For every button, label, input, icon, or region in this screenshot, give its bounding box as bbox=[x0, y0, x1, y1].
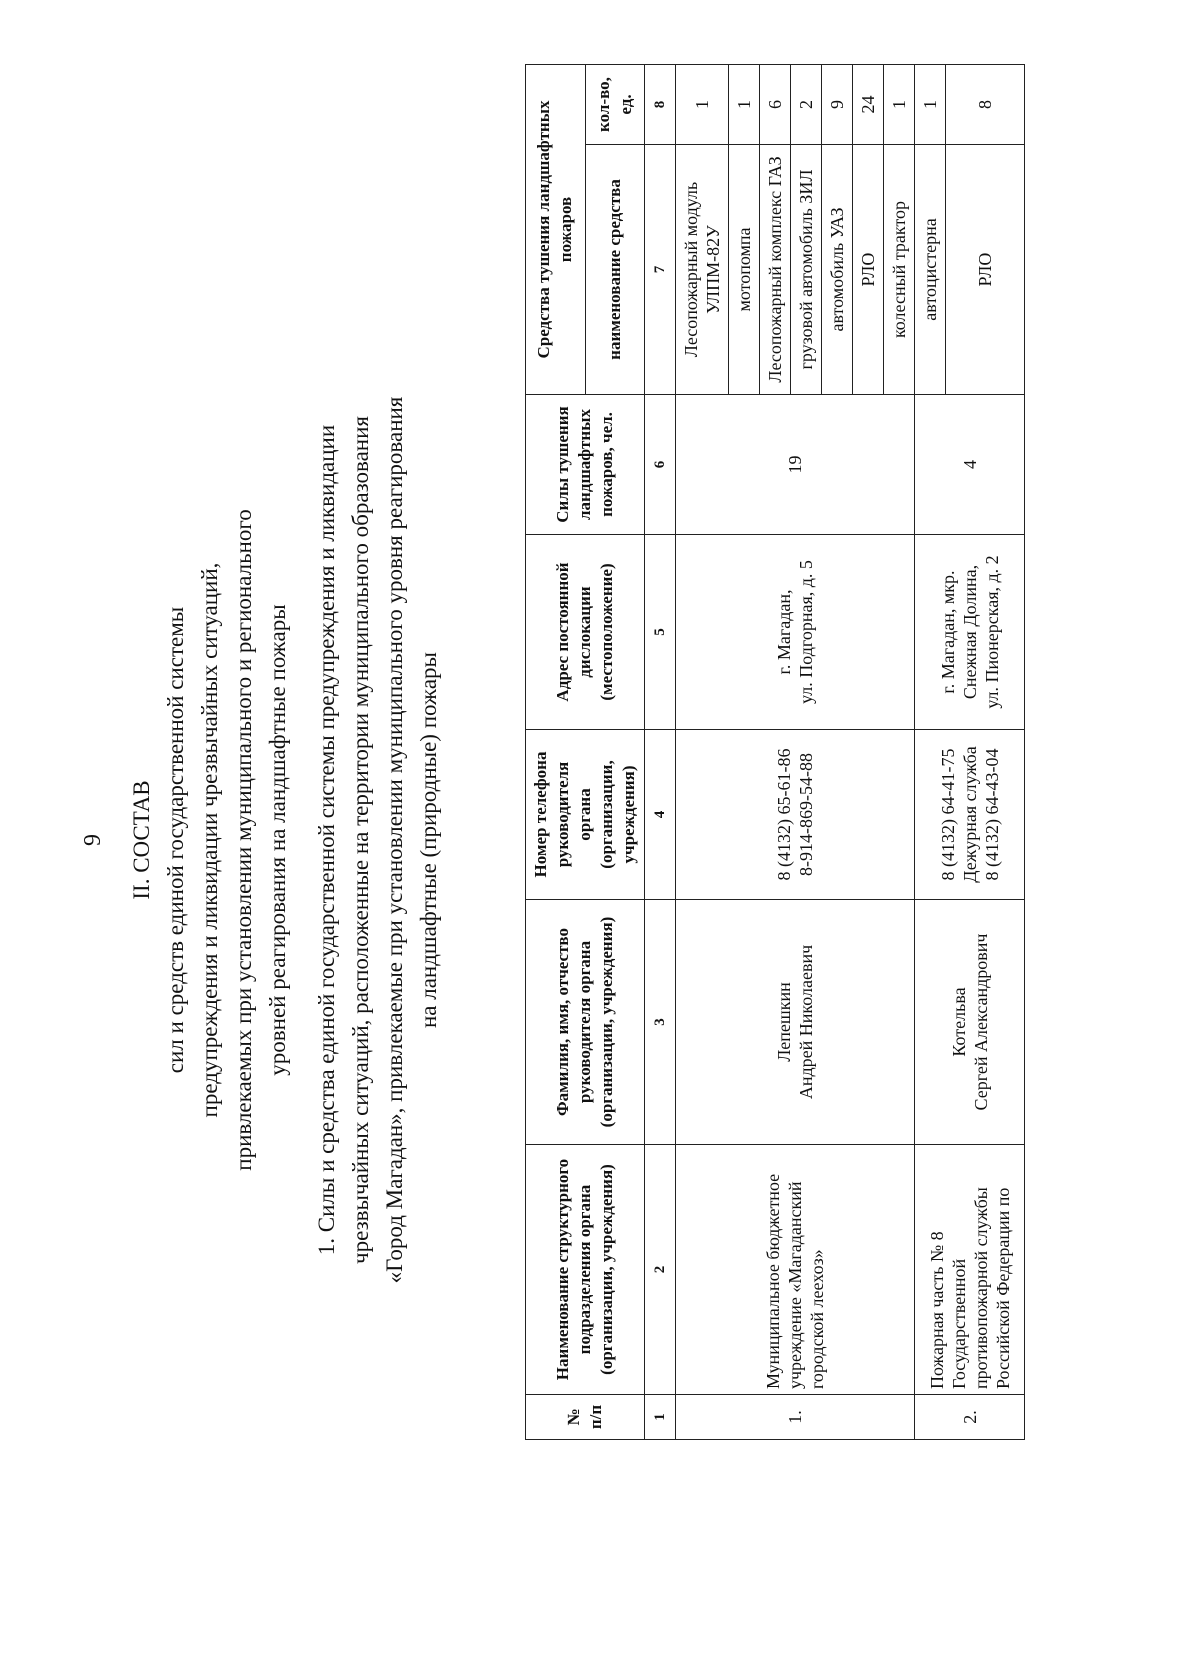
title-line: привлекаемых при установлении муниципального и регионального bbox=[231, 509, 256, 1171]
column-number: 4 bbox=[645, 730, 676, 900]
means-name: мотопомпа bbox=[729, 145, 760, 395]
row-num: 2. bbox=[915, 1395, 1025, 1440]
title-line: уровней реагирования на ландшафтные пожары bbox=[265, 604, 290, 1076]
means-count: 1 bbox=[915, 64, 946, 144]
row-forces: 19 bbox=[676, 395, 915, 535]
header-address: Адрес постоянной дислокации (местоположение) bbox=[526, 535, 645, 730]
means-name: Лесопожарный модуль УЛПМ-82У bbox=[676, 145, 729, 395]
header-means-count: кол-во, ед. bbox=[585, 64, 645, 144]
column-number: 8 bbox=[645, 64, 676, 144]
row-address bbox=[676, 535, 915, 730]
section-heading bbox=[310, 40, 446, 1640]
means-name: колесный трактор bbox=[884, 145, 915, 395]
means-name: Лесопожарный комплекс ГАЗ bbox=[760, 145, 791, 395]
table-row bbox=[676, 64, 729, 1439]
page-number: 9 bbox=[80, 834, 106, 846]
means-count: 24 bbox=[853, 64, 884, 144]
address-line: ул. Пионерская, д. 2 bbox=[981, 555, 1002, 709]
row-head bbox=[676, 900, 915, 1145]
phone-line: Дежурная служба bbox=[959, 746, 980, 883]
title-line: предупреждения и ликвидации чрезвычайных ситуаций, bbox=[197, 562, 222, 1118]
title-line: сил и средств единой государственной системы bbox=[163, 606, 188, 1074]
header-means-name: наименование средства bbox=[585, 145, 645, 395]
header-num: № п/п bbox=[526, 1395, 645, 1440]
title-heading: II. СОСТАВ bbox=[129, 780, 154, 900]
section-line: на ландшафтные (природные) пожары bbox=[416, 651, 441, 1029]
column-number: 2 bbox=[645, 1145, 676, 1395]
header-phone: Номер телефона руководителя органа (организации, учреждения) bbox=[526, 730, 645, 900]
document-title bbox=[125, 40, 295, 1640]
means-name: автомобиль УАЗ bbox=[822, 145, 853, 395]
means-count: 1 bbox=[729, 64, 760, 144]
head-name: Андрей Николаевич bbox=[796, 944, 816, 1100]
row-unit: Пожарная часть № 8 Государственной противопожарной службы Российской Федерации по bbox=[915, 1145, 1025, 1395]
column-number: 3 bbox=[645, 900, 676, 1145]
head-name: Сергей Александрович bbox=[970, 933, 991, 1111]
head-surname: Лепешкин bbox=[774, 982, 794, 1062]
column-number: 5 bbox=[645, 535, 676, 730]
row-num: 1. bbox=[676, 1395, 915, 1440]
row-phone bbox=[676, 730, 915, 900]
phone-line: 8-914-869-54-88 bbox=[796, 753, 816, 876]
section-line: «Город Магадан», привлекаемые при установлении муниципального уровня реагирования bbox=[382, 396, 407, 1284]
means-count: 1 bbox=[676, 64, 729, 144]
means-name: РЛО bbox=[946, 145, 1025, 395]
table-row bbox=[915, 64, 946, 1439]
means-name: автоцистерна bbox=[915, 145, 946, 395]
means-count: 6 bbox=[760, 64, 791, 144]
column-number-row bbox=[645, 64, 676, 1439]
means-name: грузовой автомобиль ЗИЛ bbox=[791, 145, 822, 395]
section-line: 1. Силы и средства единой государственной системы предупреждения и ликвидации bbox=[314, 424, 339, 1256]
means-count: 8 bbox=[946, 64, 1025, 144]
header-unit: Наименование структурного подразделения органа (организации, учреждения) bbox=[526, 1145, 645, 1395]
address-line: г. Магадан, bbox=[774, 589, 794, 675]
means-count: 2 bbox=[791, 64, 822, 144]
phone-line: 8 (4132) 64-41-75 bbox=[937, 748, 958, 881]
means-count: 1 bbox=[884, 64, 915, 144]
phone-line: 8 (4132) 64-43-04 bbox=[981, 748, 1002, 881]
rotated-content bbox=[20, 40, 1170, 1640]
row-unit: Муниципальное бюджетное учреждение «Магаданский городской леехоз» bbox=[676, 1145, 915, 1395]
header-means: Средства тушения ландшафтных пожаров bbox=[526, 64, 586, 394]
address-line: ул. Подгорная, д. 5 bbox=[796, 560, 816, 704]
head-surname: Котельва bbox=[948, 987, 969, 1057]
address-line: г. Магадан, мкр. bbox=[937, 570, 958, 694]
section-line: чрезвычайных ситуаций, расположенные на территории муниципального образования bbox=[348, 416, 373, 1264]
row-phone bbox=[915, 730, 1025, 900]
header-head: Фамилия, имя, отчество руководителя органа (организации, учреждения) bbox=[526, 900, 645, 1145]
column-number: 6 bbox=[645, 395, 676, 535]
column-number: 1 bbox=[645, 1395, 676, 1440]
means-count: 9 bbox=[822, 64, 853, 144]
address-line: Снежная Долина, bbox=[959, 564, 980, 700]
row-address bbox=[915, 535, 1025, 730]
header-row bbox=[526, 64, 586, 1439]
column-number: 7 bbox=[645, 145, 676, 395]
header-forces: Силы тушения ландшафтных пожаров, чел. bbox=[526, 395, 645, 535]
phone-line: 8 (4132) 65-61-86 bbox=[774, 748, 794, 881]
row-forces: 4 bbox=[915, 395, 1025, 535]
means-name: РЛО bbox=[853, 145, 884, 395]
row-head bbox=[915, 900, 1025, 1145]
forces-table bbox=[525, 64, 1025, 1440]
